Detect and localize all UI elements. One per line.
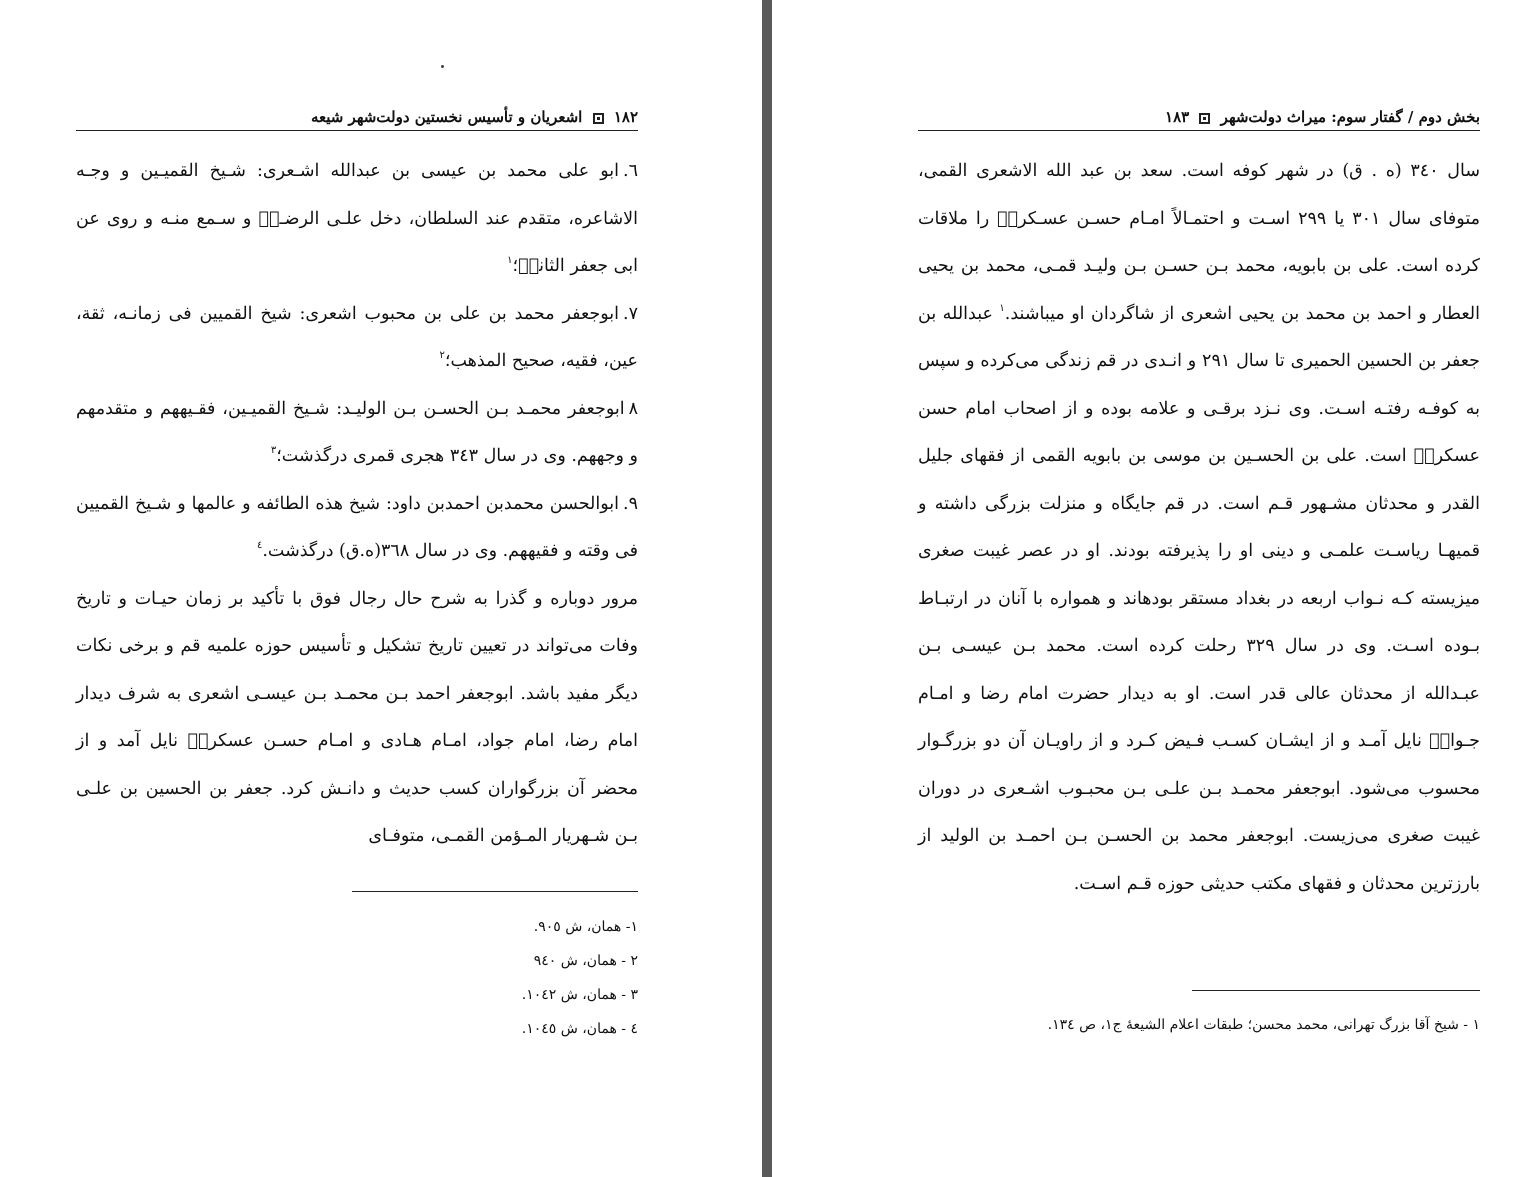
paragraph: سال ٣٤٠ (ه . ق) در شهر کوفه است. سعد بن عبد الله الاشعری القمی، متوفای سال ٣٠١ یا ٢٩٩ اسـت و احتمـالاً امـام حسـن عسـکریؑ را ملاقات کرده است. علی بن بابویه، محمد بـن حسـن بـن ولیـد قمـی، محمد بن یحیی العطار و احمد بن محمد بن یحیی اشعری از شاگردان او میباشند.$^١$ عبدالله بن جعفر بن الحسین الحمیری تا سال ٢٩١ و انـدی در قم زندگی می‌کرده و سپس به کوفـه رفتـه اسـت. وی نـزد برقـی و علامه بوده و از اصحاب امام حسن عسکریؑ است. علی بن الحسـین بن موسی بن بابویه القمی از فقهای جلیل القدر و محدثان مشـهور قـم است. در قم جایگاه و منزلت بزرگی داشته و قمیهـا ریاسـت علمـی و دینی او را پذیرفته بودند. او در عصر غیبت صغری میزیسته کـه نـواب اربعه در بغداد مستقر بودهاند و همواره با آنان در ارتبـاط بـوده اسـت. وی در سال ٣٢٩ رحلت کرده است. محمد بـن عیسـی بـن عبـدالله از محدثان عالی قدر است. او به دیدار حضرت امام رضا و امـام جـوادؑ نایل آمـد و از ایشـان کسـب فـیض کـرد و از راویـان آن دو بزرگـوار محسوب می‌شود. ابوجعفر محمـد بـن علـی بـن محبـوب اشـعری در دوران غیبت صغری می‌زیست. ابوجعفر محمد بن الحسـن بـن احمـد بن الولید از بارزترین محدثان و فقهای مکتب حدیثی حوزه قـم اسـت. (918, 161, 1480, 894)
footnote: ٣ - همان، ش ١٠٤٢. (521, 987, 638, 1003)
ink-dot (441, 65, 444, 68)
footnote-ref: ١ (507, 255, 513, 266)
list-item: ٩.ابوالحسن محمدبن احمدبن داود: شیخ هذه الطائفه و عالمها و شـیخ القمیین فی وقته و فقیههم. وی در سال ٣٦٨(ه.ق) درگذشت.$^٤$ (76, 493, 638, 561)
page-header (918, 104, 1480, 131)
footnote-ref: ٢ (439, 350, 445, 361)
footnote: ١- همان، ش ٩٠٥. (533, 919, 638, 935)
paragraph: مرور دوباره و گذرا به شرح حال رجال فوق با تأکید بر زمان حیـات و تاریخ وفات می‌تواند در تعیین تاریخ تشکیل و تأسیس حوزه علمیه قم و برخی نکات دیگر مفید باشد. ابوجعفر احمد بـن محمـد بـن عیسـی اشعری به شرف دیدار امام رضا، امام جواد، امـام هـادی و امـام حسـن عسکریؑ نایل آمد و از محضر آن بزرگواران کسب حدیث و دانـش کرد. جعفر بن الحسین بن علـی بـن شـهریار المـؤمن القمـی، متوفـای (76, 588, 638, 846)
page-number: ١٨٢ (613, 108, 638, 126)
list-item: ٦.ابو علی محمد بن عیسی بن عبدالله اشـعری: شـیخ القمیـین و وجـه الاشاعره، متقدم عند السلطان، دخل علـی الرضـاؑ و سـمع منـه و روی عن ابی جعفر الثانیؑ؛$^١$ (76, 161, 638, 276)
footnotes (376, 910, 638, 1046)
running-title: اشعریان و تأسیس نخستین دولت‌شهر شیعه (310, 108, 583, 126)
page-header (76, 104, 638, 131)
header-square-icon (1199, 113, 1210, 124)
running-title: بخش دوم / گفتار سوم: میراث دولت‌شهر (1220, 108, 1480, 126)
footnote-ref: ٤ (256, 540, 263, 551)
footnote-ref: ١ (999, 302, 1005, 314)
left-page (0, 0, 762, 1177)
body-text (918, 148, 1480, 908)
body-text (76, 148, 638, 861)
footnote-ref: ٣ (270, 445, 277, 456)
footnote: ٤ - همان، ش ١٠٤٥. (521, 1021, 638, 1037)
page-number: ١٨٣ (1165, 108, 1190, 126)
footnote: ١ - شیخ آقا بزرگ تهرانی، محمد محسن؛ طبقات اعلام الشیعهٔ ج١، ص ١٣٤. (1047, 1017, 1480, 1033)
book-gutter (762, 0, 772, 1177)
footnote-rule (352, 891, 638, 892)
footnote-rule (1192, 990, 1480, 991)
list-item: ٨ابوجعفر محمـد بـن الحسـن بـن الولیـد: شـیخ القمیـین، فقـیههم و متقدمهم و وجههم. وی در سال ٣٤٣ هجری قمری درگذشت؛$^٣$ (76, 398, 638, 466)
list-item: ٧.ابوجعفر محمد بن علی بن محبوب اشعری: شیخ القمیین فی زمانـه، ثقة، عین، فقیه، صحیح المذهب؛$^٢$ (76, 303, 638, 371)
right-page (772, 0, 1534, 1177)
footnotes (918, 1008, 1480, 1042)
footnote: ٢ - همان، ش ٩٤٠ (533, 953, 638, 969)
header-square-icon (593, 113, 604, 124)
